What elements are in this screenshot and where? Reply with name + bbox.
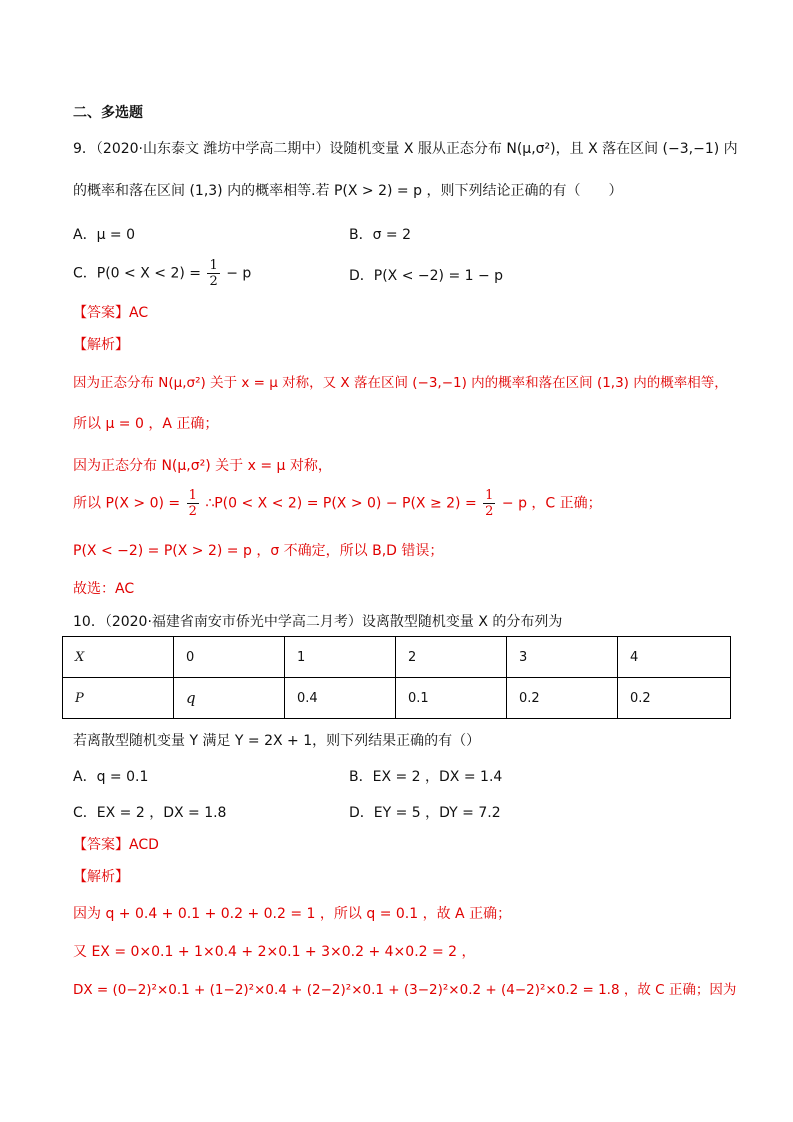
- q10-solution-line3: DX = (0−2)²×0.1 + (1−2)²×0.4 + (2−2)²×0.1 + (3−2)²×0.2 + (4−2)²×0.2 = 1.8 ，故 C 正确；因为: [73, 982, 737, 998]
- table-cell: 0.4: [285, 678, 396, 719]
- q9-solution-fraction-2-denominator: 2: [485, 504, 494, 519]
- q9-option-c-numerator: 1: [209, 258, 218, 273]
- q9-solution-fraction-1-denominator: 2: [188, 504, 197, 519]
- q10-analysis-heading: 【解析】: [73, 869, 129, 885]
- q9-solution-line4-mid: ∴P(0 < X < 2) = P(X > 0) − P(X ≥ 2) =: [205, 495, 477, 512]
- q9-solution-line5: P(X < −2) = P(X > 2) = p ，σ 不确定，所以 B,D 错误；: [73, 543, 444, 559]
- table-cell: 0.2: [507, 678, 618, 719]
- table-cell: 0.2: [618, 678, 731, 719]
- q9-option-c-fraction: [207, 258, 219, 289]
- q10-option-b: B．EX = 2 ，DX = 1.4: [349, 769, 503, 785]
- q9-solution-line4: [73, 488, 602, 519]
- q10-option-d: D．EY = 5 ，DY = 7.2: [349, 805, 501, 821]
- q9-option-c-post: − p: [226, 265, 252, 282]
- q9-stem-line2: 的概率和落在区间 (1,3) 内的概率相等.若 P(X > 2) = p ，则下列结论正确的有（ ）: [73, 183, 623, 199]
- q10-stem-line1: 10．（2020·福建省南安市侨光中学高二月考）设离散型随机变量 X 的分布列为: [73, 614, 563, 630]
- table-row-x: [63, 637, 731, 678]
- q10-stem-line2: 若离散型随机变量 Y 满足 Y = 2X + 1，则下列结果正确的有（）: [73, 733, 481, 749]
- table-cell: 2: [396, 637, 507, 678]
- distribution-table: [62, 636, 731, 719]
- q9-solution-line3: 因为正态分布 N(μ,σ²) 关于 x = μ 对称，: [73, 458, 332, 474]
- table-cell: 1: [285, 637, 396, 678]
- table-cell: P: [63, 678, 174, 719]
- table-cell: 3: [507, 637, 618, 678]
- q9-option-b: B．σ = 2: [349, 227, 412, 243]
- table-row-p: [63, 678, 731, 719]
- q9-solution-line4-pre: 所以 P(X > 0) =: [73, 495, 181, 512]
- q9-stem-line1: 9．（2020·山东泰文 潍坊中学高二期中）设随机变量 X 服从正态分布 N(μ,σ²)，且 X 落在区间 (−3,−1) 内: [73, 141, 738, 157]
- q9-analysis-heading: 【解析】: [73, 337, 129, 353]
- table-cell: q: [174, 678, 285, 719]
- q9-option-d: D．P(X < −2) = 1 − p: [349, 268, 504, 284]
- q10-solution-line2: 又 EX = 0×0.1 + 1×0.4 + 2×0.1 + 3×0.2 + 4×0.2 = 2 ，: [73, 944, 476, 960]
- q9-solution-line1: 因为正态分布 N(μ,σ²) 关于 x = μ 对称，又 X 落在区间 (−3,−1) 内的概率和落在区间 (1,3) 内的概率相等，: [73, 375, 728, 391]
- q10-answer: 【答案】ACD: [73, 837, 159, 853]
- q9-solution-line4-post: − p ，C 正确；: [501, 495, 602, 512]
- q10-solution-line1: 因为 q + 0.4 + 0.1 + 0.2 + 0.2 = 1 ，所以 q = 0.1 ，故 A 正确；: [73, 906, 512, 922]
- q9-solution-fraction-2-numerator: 1: [485, 488, 494, 503]
- q9-answer: 【答案】AC: [73, 305, 149, 321]
- q9-option-c: [73, 258, 251, 289]
- q9-option-c-denominator: 2: [209, 274, 218, 289]
- q10-option-c: C．EX = 2 ，DX = 1.8: [73, 805, 227, 821]
- q9-option-a: A．μ = 0: [73, 227, 136, 243]
- q9-solution-fraction-2: [483, 488, 495, 519]
- table-cell: 0: [174, 637, 285, 678]
- q9-choice: 故选：AC: [73, 581, 135, 597]
- q9-solution-fraction-1: [187, 488, 199, 519]
- table-cell: 4: [618, 637, 731, 678]
- q9-solution-fraction-1-numerator: 1: [188, 488, 197, 503]
- table-cell: X: [63, 637, 174, 678]
- q9-solution-line2: 所以 μ = 0 ，A 正确；: [73, 416, 219, 432]
- table-cell: 0.1: [396, 678, 507, 719]
- q10-option-a: A．q = 0.1: [73, 769, 149, 785]
- section-title: 二、多选题: [73, 105, 143, 121]
- q9-option-c-pre: C．P(0 < X < 2) =: [73, 265, 201, 282]
